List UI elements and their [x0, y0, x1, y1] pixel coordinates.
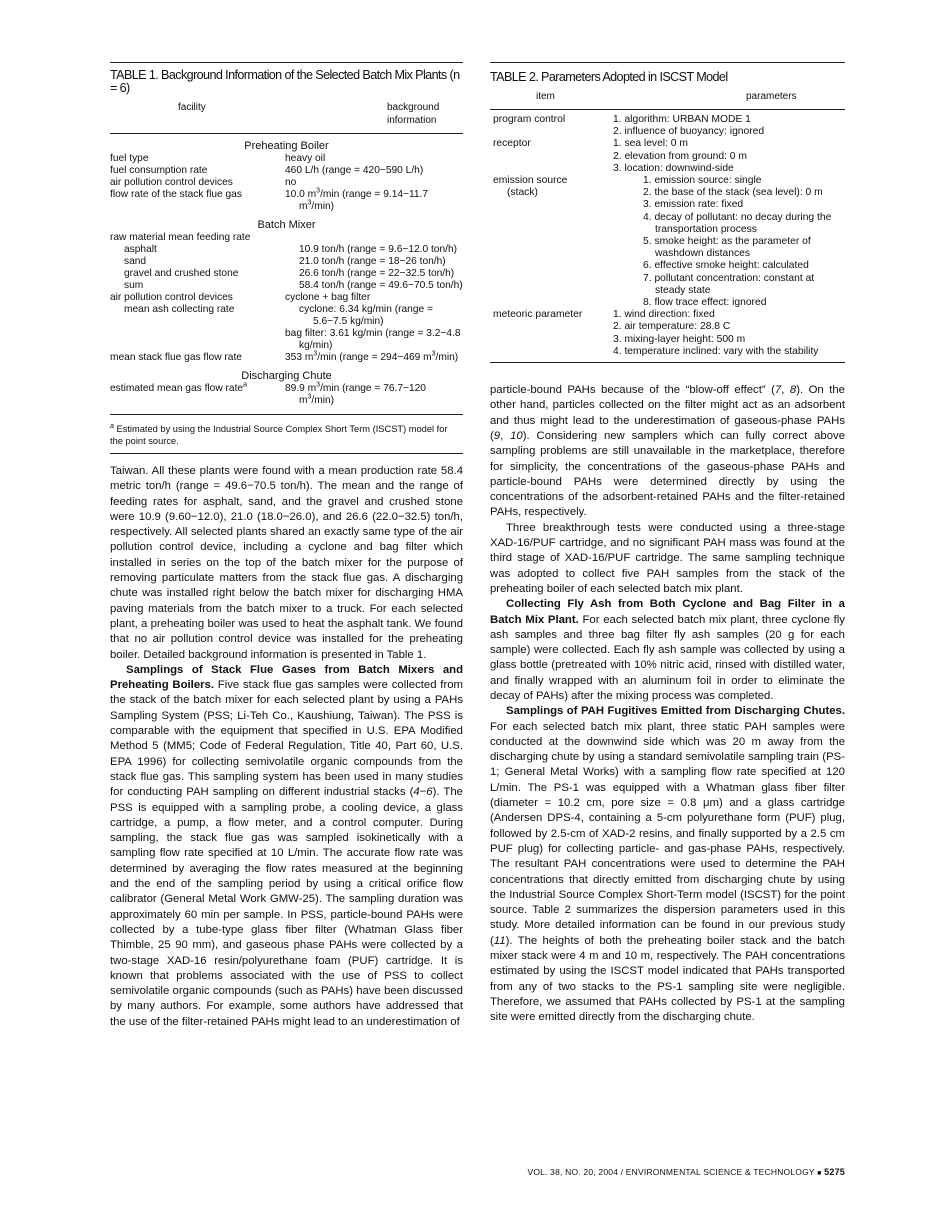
table-cell: fuel consumption rate — [110, 165, 208, 176]
citation-ref: 7 — [774, 384, 782, 397]
table-cell: 89.9 $m^3/\min$ (range = 76.7−120 $m^3/\min$) — [285, 381, 426, 406]
table-row — [110, 268, 463, 280]
table-cell — [613, 309, 845, 358]
table-cell: bag filter: 3.61 kg/min (range = 3.2−4.8 kg/min) — [285, 328, 461, 351]
table1-section-title: Discharging Chute — [241, 370, 332, 382]
list-item: 8. flow trace effect: ignored — [643, 297, 767, 309]
table-cell: program control — [493, 114, 566, 125]
text-span: particle-bound PAHs because of the “blow-off effect” ( — [490, 384, 775, 397]
table-cell — [613, 138, 845, 175]
paragraph — [490, 597, 845, 704]
table2-col-params: parameters — [746, 91, 797, 102]
text-span: ). Considering new samplers which can fully correct above sampling problems are still unavailable in the marketplace, therefore for simplicity, the concentrations of the gaseous-phase PAHs and particle-bound PAHs were determined directly by using the concentrations of the adsorbent-retained PAHs and the filter-retained PAHs, respectively. — [490, 429, 846, 519]
table-cell: sum — [124, 280, 144, 291]
table-cell: estimated mean gas flow rate$^a$ — [110, 381, 247, 394]
citation-ref: 10 — [510, 429, 523, 442]
table1-col-facility: facility — [178, 102, 206, 113]
paragraph — [110, 663, 463, 1030]
list-item: 1. sea level: 0 m — [613, 138, 688, 150]
table-cell: flow rate of the stack flue gas — [110, 189, 242, 200]
table-cell — [110, 328, 285, 352]
table-cell: 21.0 ton/h (range = 18−26 ton/h) — [299, 256, 446, 267]
table1-header-rule — [110, 133, 463, 134]
table-cell: gravel and crushed stone — [124, 268, 239, 279]
table1-col-info: background information — [387, 102, 440, 126]
list-item: 7. pollutant concentration: constant at steady state — [643, 272, 815, 296]
table-cell-text: emission source (stack) — [493, 175, 568, 199]
table-cell: air pollution control devices — [110, 292, 233, 303]
table2-col-item: item — [536, 91, 555, 102]
list-item: 1. algorithm: URBAN MODE 1 — [613, 114, 751, 125]
page-footer — [520, 1167, 845, 1177]
table1-header — [110, 101, 463, 127]
table2-top-rule — [490, 62, 845, 63]
table-cell: air pollution control devices — [110, 177, 233, 188]
table-row — [110, 244, 463, 256]
text-span: , — [781, 384, 790, 397]
text-span: ). The heights of both the preheating boiler stack and the batch mixer stack were 4 m and 10 m, respectively. The PAH concentrations estimated by using the ISCST model indicated that PAHs transported from any of two stacks to the PS-1 sampling site were negligible. Therefore, we assumed that PAHs collected by PS-1 at the sampling site were emitted directly from the discharging chute. — [490, 934, 845, 1024]
list-item: 2. the base of the stack (sea level): 0 m — [643, 187, 823, 199]
table-cell: mean stack flue gas flow rate — [110, 352, 242, 363]
table-cell: asphalt — [124, 244, 157, 255]
text-span: Five stack flue gas samples were collected from the stack of the batch mixer for each selected plant by using a PAHs Sampling System (PSS; Li-Teh Co., Kaushiung, Taiwan). The PSS is comparable with the equipment that specified in U.S. EPA Modified Method 5 (MM5; Code of Federal Regulation, Title 40, Part 60, U.S. EPA 1996) for collecting semivolatile organic compounds from the stack flue gas. This sampling system has been used in many studies for conducting PAH sampling on different industrial stacks ( — [110, 679, 463, 799]
table-cell: heavy oil — [285, 153, 326, 164]
table-cell: 58.4 ton/h (range = 49.6−70.5 ton/h) — [299, 280, 463, 291]
table-cell: mean ash collecting rate — [124, 304, 235, 315]
table1-footnote: $^a$ Estimated by using the Industrial Source Complex Short Term (ISCST) model for the point source. — [110, 422, 448, 446]
table1-top-rule — [110, 62, 463, 63]
citation-ref: 9 — [493, 429, 501, 442]
citation-ref: 11 — [493, 934, 506, 947]
table-row — [490, 138, 845, 175]
table-cell: no — [285, 177, 297, 188]
list-item: 2. elevation from ground: 0 m — [613, 150, 747, 162]
table-cell: 10.0 $m^3/\min$ (range = 9.14−11.7 $m^3/\min$) — [285, 187, 429, 212]
text-span: ). The PSS is equipped with a sampling probe, a cooling device, a glass cartridge, a pump, a flow meter, and a control computer. During sampling, the stack flue gas was sampled isokinetically with a sampling flow rate specified at 10 L/min. The accurate flow rate was determined by averaging the flow rates measured at the beginning and the end of the sampling period by using a critical orifice flow calibrator (General Metal Work GMW-25). The sampling duration was approximately 60 min per sample. In PSS, particle-bound PAHs were collected by a tube-type glass fiber filter (Whatman Glass fiber Thimble, 25 90 mm), and gaseous phase PAHs were collected by a two-stage XAD-16 resin/polyurethane foam (PUF) cartridge. It is known that problems associated with the use of PSS to collect semivolatile organic compounds (such as PAHs) have been discussed by many authors. For example, some authors have addressed that the use of the filter-retained PAHs might lead to an underestimation of — [110, 786, 463, 1028]
table2-header — [490, 90, 845, 103]
list-item: 1. wind direction: fixed — [613, 309, 715, 321]
table-row — [110, 256, 463, 268]
list-item: 6. effective smoke height: calculated — [643, 260, 809, 272]
paragraph — [490, 704, 845, 1025]
table-cell: sand — [124, 256, 147, 267]
text-span: For each selected batch mix plant, three static PAH samples were conducted at the downwind side which was 20 m away from the discharging chute by using a standard semivolatile sampling train (PS-1; General Metal Works) with a sampling flow rate specified at 120 L/min. The PS-1 was equipped with a Whatman glass fiber filter (diameter = 10.2 cm, pore size = 0.8 μm) and a glass cartridge (Andersen DPS-4, containing a 5-cm polyurethane form (PUF) plug, followed by 2.5-cm of XAD-2 resins, and finally supported by a 2.5 cm PUF plug) for collecting particle- and gas-phase PAHs, respectively. The resultant PAH concentrations were used to determine the PAH concentrations that directly emitted from discharging chute by using the Industrial Source Complex Short-Term model (ISCST) for the point source. Table 2 summarizes the dispersion parameters used in this study. More detailed information can be found in our previous study ( — [490, 720, 845, 947]
table-row — [110, 304, 463, 328]
table2-header-rule — [490, 109, 845, 110]
table-row — [490, 175, 845, 309]
list-item: 3. emission rate: fixed — [643, 199, 744, 211]
page-number: 5275 — [824, 1167, 845, 1177]
text-span: ). On the other hand, particles collected on the filter might act as an adsorbent and thus might lead to the underestimation of gaseous-phase PAHs ( — [490, 384, 845, 442]
table1-section-title: Batch Mixer — [257, 219, 316, 231]
list-item: 2. air temperature: 28.8 C — [613, 321, 731, 333]
list-item: 3. mixing-layer height: 500 m — [613, 333, 746, 345]
table-row — [110, 352, 463, 364]
table-row — [110, 153, 463, 165]
table2-bottom-rule — [490, 362, 845, 363]
section-heading: Samplings of Stack Flue Gases from Batch Mixers and Preheating Boilers. — [110, 663, 463, 692]
list-item: 5. smoke height: as the parameter of washdown distances — [643, 236, 811, 260]
table-cell: 460 L/h (range = 420−590 L/h) — [285, 165, 424, 176]
table-row — [490, 309, 845, 358]
table-cell: 353 $m^3/\min$ (range = 294−469 $m^3/\min$) — [285, 350, 459, 363]
table1-section-title: Preheating Boiler — [244, 140, 329, 152]
table-cell: cyclone: 6.34 kg/min (range = 5.6−7.5 kg/min) — [299, 304, 433, 327]
left-body-text — [110, 464, 463, 1030]
table2 — [490, 62, 845, 363]
paragraph: Taiwan. All these plants were found with a mean production rate 58.4 metric ton/h (range = 49.6−70.5 ton/h). The mean and the range of feeding rates for asphalt, sand, and the gravel and crushed stone were 10.9 (9.60−12.0), 21.0 (18.0−26.0), and 26.6 (22.0−32.5) ton/h, respectively. All selected plants shared an exactly same type of the air pollution control device, including a cyclone and bag filter which installed in series on the top of the batch mixer for the purpose of removing particulate matters from the stack flue gas. A discharging chute was installed right below the batch mixer for discharging HMA paving materials from the batch mixer to a truck. For each selected plant, a preheating boiler was used to heat the asphalt tank. We found that no air pollution control device was installed for the preheating boiler. Detailed background information is presented in Table 1. — [110, 465, 463, 661]
right-column — [490, 62, 845, 1026]
list-item: 3. location: downwind-side — [613, 162, 734, 174]
table-row — [110, 165, 463, 177]
table-cell: receptor — [493, 138, 531, 150]
list-item: 4. decay of pollutant: no decay during the transportation process — [643, 211, 832, 235]
table1-caption: TABLE 1. Background Information of the Selected Batch Mix Plants (n = 6) — [110, 68, 460, 95]
table-cell: 10.9 ton/h (range = 9.6−12.0 ton/h) — [299, 244, 458, 255]
text-span: For each selected batch mix plant, three cyclone fly ash samples and three bag filter fly ash samples (20 g for each sample) were collected. Each fly ash sample was collected by using a glass bottle (pretreated with 10% nitric acid, rinsed with distilled water, and finally wrapped with an aluminum foil in order to eliminate the decay of PAHs) after the mixing process was completed. — [490, 613, 845, 702]
table-row — [110, 232, 463, 244]
table-cell — [490, 175, 643, 309]
paragraph: Three breakthrough tests were conducted using a three-stage XAD-16/PUF cartridge, and no significant PAH mass was found at the third stage of XAD-16/PUF cartridge. The same sampling technique was adopted to collect five PAH samples from the stack of the preheating boiler of each selected batch mix plant. — [490, 521, 845, 595]
table-cell — [613, 114, 845, 138]
table-cell: fuel type — [110, 153, 149, 164]
list-item: 1. emission source: single — [643, 175, 762, 187]
journal-info: VOL. 38, NO. 20, 2004 / ENVIRONMENTAL SCIENCE & TECHNOLOGY — [527, 1167, 815, 1177]
table-cell: meteoric parameter — [493, 309, 583, 321]
citation-ref: 8 — [789, 384, 797, 397]
citation-ref: 4−6 — [413, 786, 433, 799]
section-heading: Samplings of PAH Fugitives Emitted from Discharging Chutes. — [506, 705, 845, 718]
table1-end-rule — [110, 453, 463, 454]
table-cell: 26.6 ton/h (range = 22−32.5 ton/h) — [299, 268, 455, 279]
list-item: 4. temperature inclined: vary with the stability — [613, 345, 819, 357]
bullet-icon: ■ — [817, 1170, 822, 1177]
section-heading: Collecting Fly Ash from Both Cyclone and Bag Filter in a Batch Mix Plant. — [490, 598, 845, 626]
table-row — [490, 114, 845, 138]
table1 — [110, 62, 463, 454]
table-row — [110, 280, 463, 292]
left-column — [110, 62, 463, 1030]
text-span: , — [500, 429, 511, 442]
list-item: 2. influence of buoyancy: ignored — [613, 126, 765, 138]
table-row — [110, 383, 463, 407]
table-cell: cyclone + bag filter — [285, 292, 371, 303]
table2-caption: TABLE 2. Parameters Adopted in ISCST Model — [490, 70, 728, 84]
right-body-text — [490, 383, 845, 1025]
table-cell — [643, 175, 845, 309]
table-row — [110, 189, 463, 213]
table-cell: raw material mean feeding rate — [110, 232, 251, 243]
table1-bottom-rule — [110, 414, 463, 415]
table-row — [110, 177, 463, 189]
table-row — [110, 292, 463, 304]
paragraph — [490, 383, 845, 521]
table-row — [110, 328, 463, 352]
